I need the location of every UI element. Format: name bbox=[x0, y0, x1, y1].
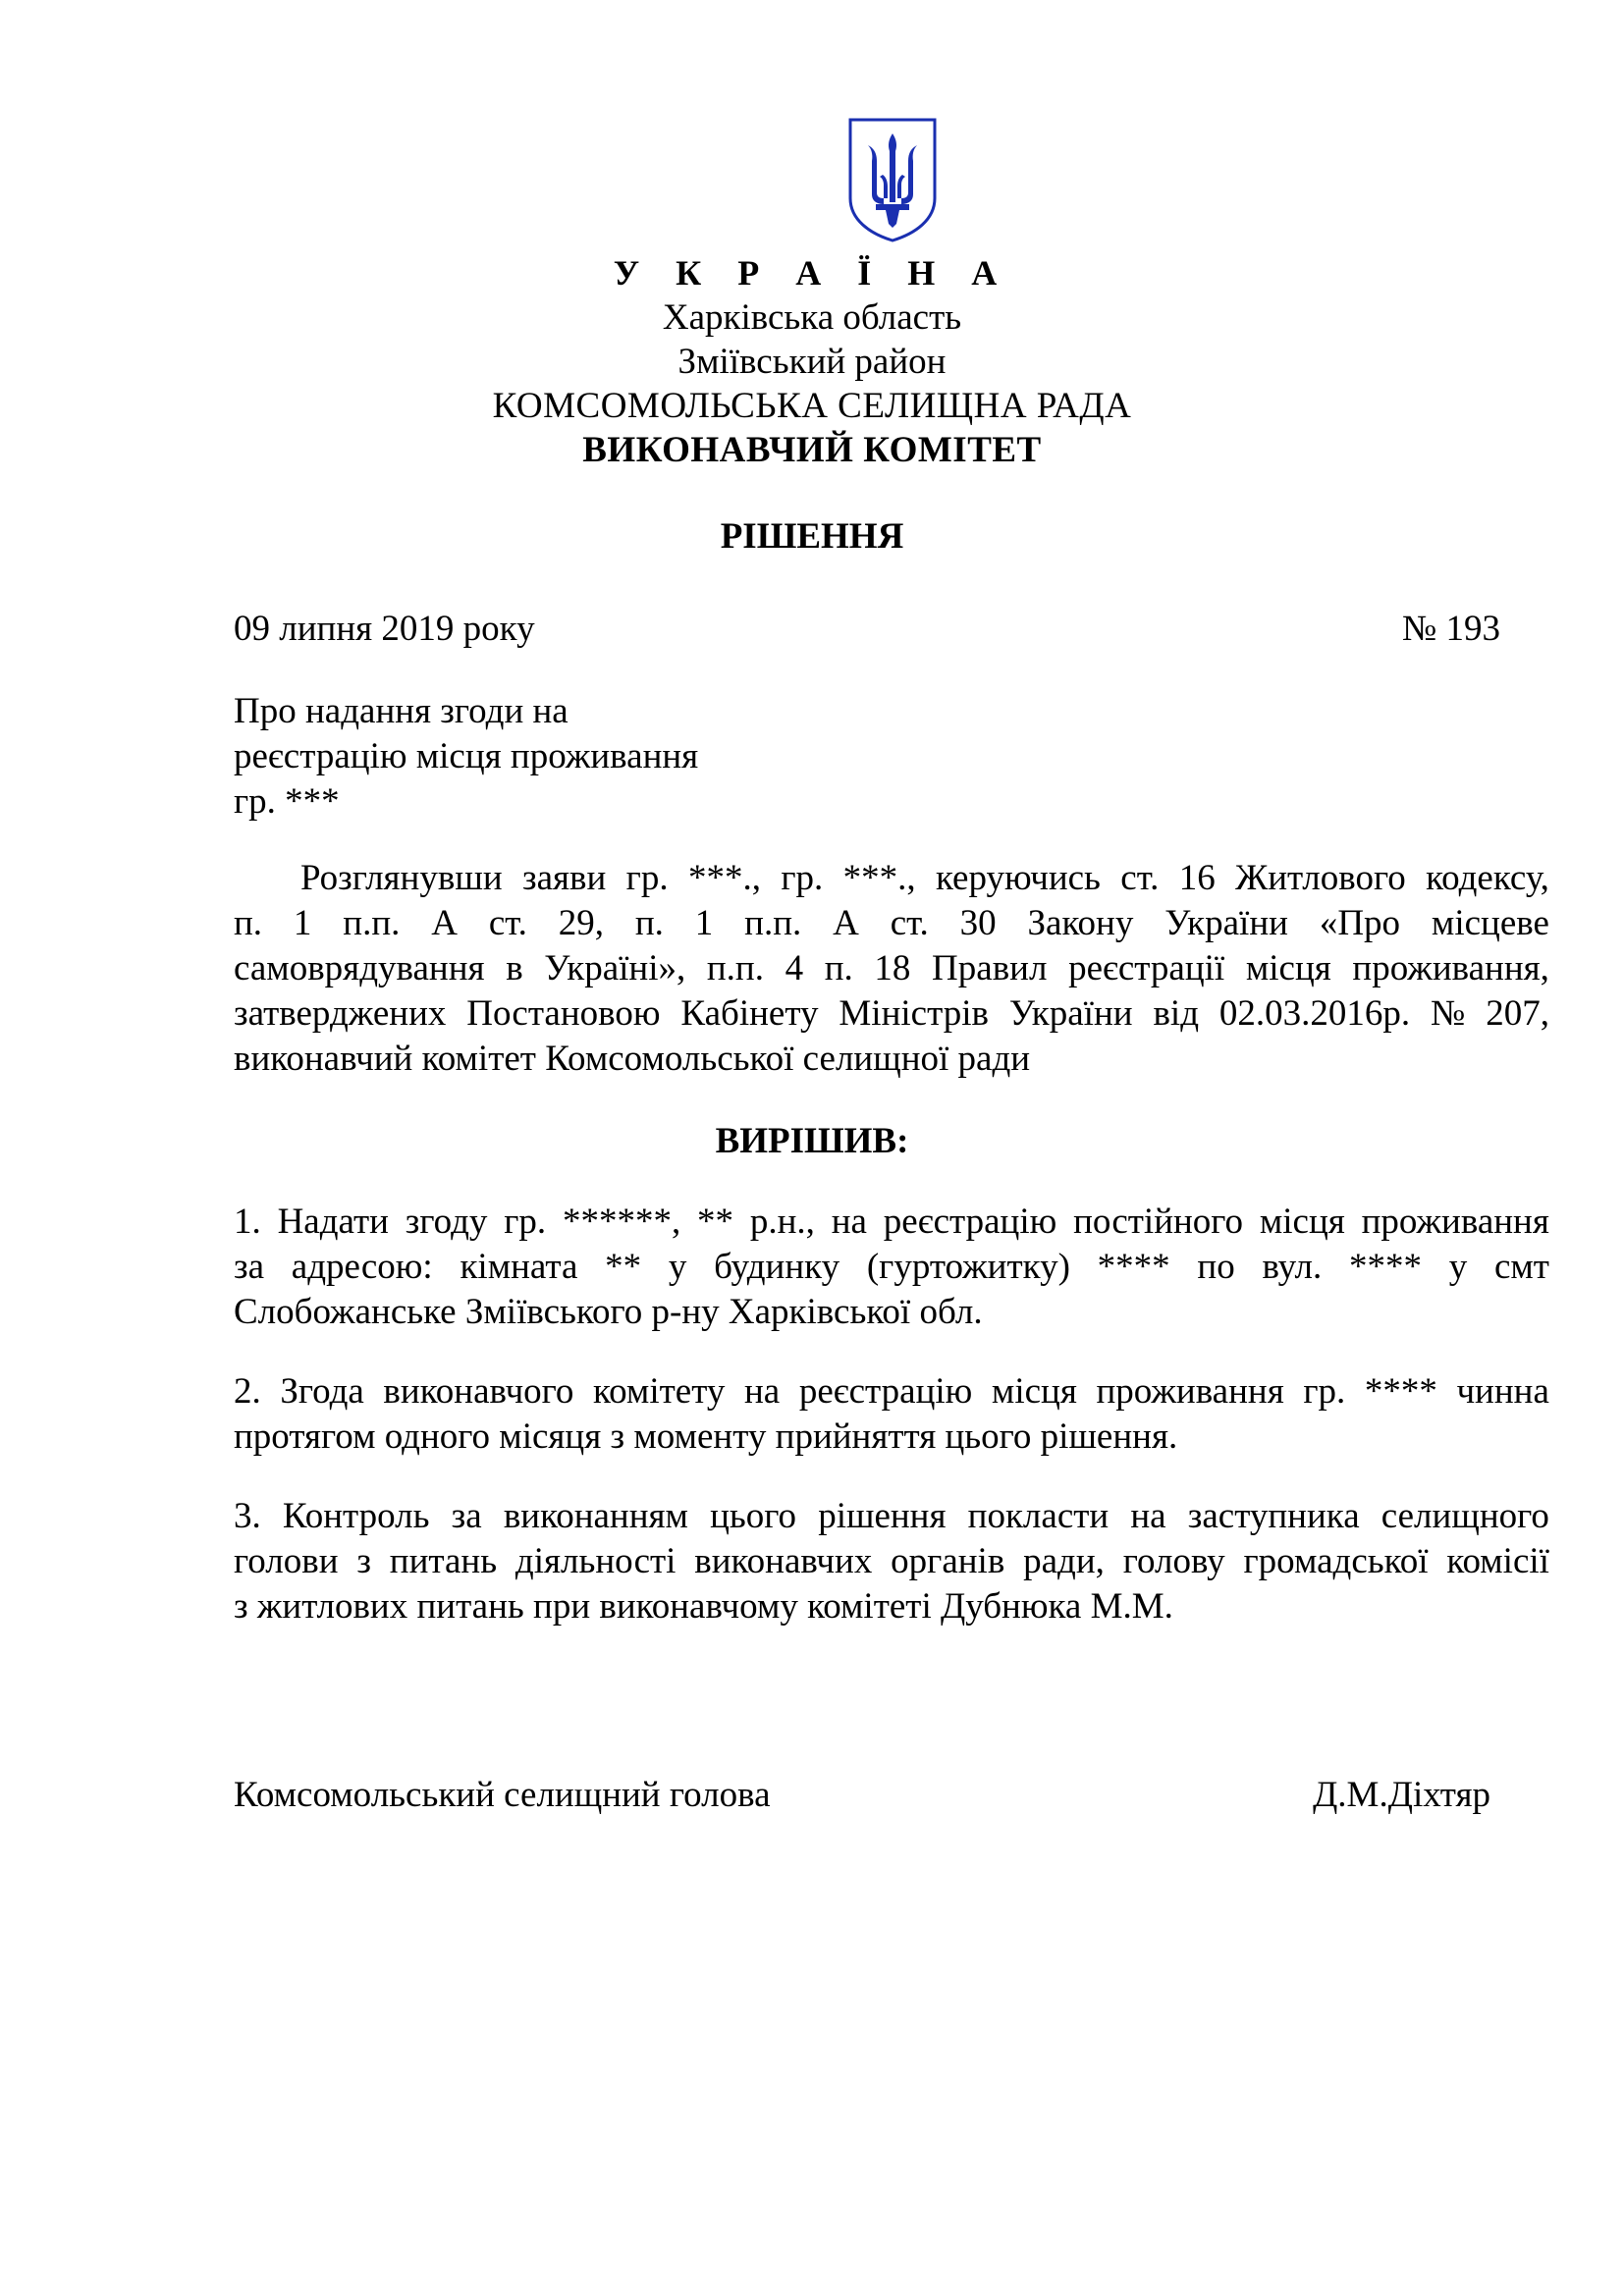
word: виконанням bbox=[503, 1496, 688, 1536]
word: будинку bbox=[714, 1247, 840, 1287]
word: реєстрації bbox=[1068, 948, 1225, 988]
subject-line: Про надання згоди на bbox=[234, 691, 568, 731]
word: гр. bbox=[504, 1201, 547, 1242]
country-name: У К Р А Ї Н А bbox=[613, 253, 1011, 293]
word: органів bbox=[891, 1541, 1005, 1581]
word: комітету bbox=[593, 1371, 726, 1412]
word: заяви bbox=[521, 858, 607, 898]
word: ст. bbox=[890, 903, 929, 943]
word: А bbox=[833, 903, 859, 943]
preamble-line bbox=[234, 856, 1549, 901]
word: керуючись bbox=[935, 858, 1101, 898]
word: селищного bbox=[1380, 1496, 1549, 1536]
document-header bbox=[0, 251, 1624, 472]
signatory-name: Д.М.Діхтяр bbox=[1313, 1775, 1490, 1815]
word: 1. bbox=[234, 1201, 261, 1242]
word: голову bbox=[1122, 1541, 1225, 1581]
word: покласти bbox=[967, 1496, 1110, 1536]
word: п.п. bbox=[343, 903, 401, 943]
word: затверджених bbox=[234, 993, 447, 1034]
word: за bbox=[234, 1247, 265, 1287]
subject-line: гр. *** bbox=[234, 781, 340, 822]
word: ст. bbox=[488, 903, 527, 943]
word: згоду bbox=[405, 1201, 488, 1242]
committee-name: ВИКОНАВЧИЙ КОМІТЕТ bbox=[582, 430, 1042, 470]
word: ******, bbox=[562, 1201, 681, 1242]
word: Кабінету bbox=[680, 993, 819, 1034]
word: ***., bbox=[687, 858, 761, 898]
word: Закону bbox=[1027, 903, 1134, 943]
word: діяльності bbox=[514, 1541, 677, 1581]
word: комісії bbox=[1446, 1541, 1549, 1581]
word: п.п. bbox=[744, 903, 802, 943]
word: р.н., bbox=[749, 1201, 815, 1242]
word: 1 bbox=[293, 903, 312, 943]
document-type-title: РІШЕННЯ bbox=[720, 516, 904, 557]
word: гр. bbox=[625, 858, 669, 898]
word: виконавчого bbox=[383, 1371, 574, 1412]
word: **** bbox=[1348, 1247, 1422, 1287]
document-date: 09 липня 2019 року bbox=[234, 609, 535, 649]
word: А bbox=[431, 903, 458, 943]
word: п. bbox=[634, 903, 664, 943]
word: у bbox=[1448, 1247, 1468, 1287]
preamble-line bbox=[234, 991, 1549, 1037]
word: 30 bbox=[959, 903, 997, 943]
word: **** bbox=[1364, 1371, 1437, 1412]
word: рішення bbox=[818, 1496, 947, 1536]
word: адресою: bbox=[291, 1247, 433, 1287]
document-subject bbox=[234, 689, 921, 825]
word: у bbox=[668, 1247, 687, 1287]
resolution-item-1 bbox=[234, 1200, 1549, 1335]
word: проживання bbox=[1361, 1201, 1549, 1242]
document-number: № 193 bbox=[1401, 609, 1500, 649]
word: реєстрацію bbox=[883, 1201, 1057, 1242]
word: «Про bbox=[1319, 903, 1401, 943]
word: Згода bbox=[280, 1371, 364, 1412]
resolution-item-2 bbox=[234, 1369, 1549, 1460]
word: п.п. bbox=[706, 948, 764, 988]
word: ст. bbox=[1120, 858, 1160, 898]
word: місця bbox=[1245, 948, 1331, 988]
word: з bbox=[356, 1541, 371, 1581]
word: п. bbox=[824, 948, 853, 988]
preamble-line: виконавчий комітет Комсомольської селищної ради bbox=[234, 1039, 1031, 1079]
word: (гуртожитку) bbox=[866, 1247, 1070, 1287]
word: вул. bbox=[1262, 1247, 1323, 1287]
ukraine-trident-emblem-icon bbox=[846, 116, 939, 243]
word: 2. bbox=[234, 1371, 261, 1412]
signature-block bbox=[234, 1773, 1490, 1818]
word: смт bbox=[1493, 1247, 1549, 1287]
word: місця bbox=[1259, 1201, 1345, 1242]
word: 4 bbox=[785, 948, 804, 988]
word: на bbox=[1130, 1496, 1166, 1536]
word: Постановою bbox=[466, 993, 661, 1034]
word: ** bbox=[697, 1201, 734, 1242]
word: України bbox=[1164, 903, 1288, 943]
word: Контроль bbox=[282, 1496, 430, 1536]
word: 29, bbox=[558, 903, 605, 943]
word: ** bbox=[605, 1247, 642, 1287]
resolved-heading: ВИРІШИВ: bbox=[715, 1121, 909, 1161]
item-line: з житлових питань при виконавчому комітеті Дубнюка М.М. bbox=[234, 1586, 1173, 1627]
word: Правил bbox=[932, 948, 1048, 988]
word: 207, bbox=[1486, 993, 1549, 1034]
word: 18 bbox=[874, 948, 911, 988]
item-line bbox=[234, 1539, 1549, 1584]
word: гр. bbox=[781, 858, 824, 898]
date-number-row bbox=[234, 607, 1500, 652]
word: 16 bbox=[1178, 858, 1216, 898]
resolution-item-3 bbox=[234, 1494, 1549, 1629]
word: Міністрів bbox=[839, 993, 989, 1034]
word: цього bbox=[710, 1496, 797, 1536]
word: самоврядування bbox=[234, 948, 485, 988]
word: України bbox=[1008, 993, 1133, 1034]
signatory-position: Комсомольський селищний голова bbox=[234, 1775, 771, 1815]
word: питань bbox=[389, 1541, 498, 1581]
item-line bbox=[234, 1245, 1549, 1290]
word: гр. bbox=[1303, 1371, 1346, 1412]
word: кодексу, bbox=[1426, 858, 1549, 898]
word: за bbox=[451, 1496, 482, 1536]
word: ***., bbox=[842, 858, 916, 898]
preamble-line bbox=[234, 946, 1549, 991]
word: **** bbox=[1097, 1247, 1170, 1287]
word: проживання bbox=[1096, 1371, 1284, 1412]
word: Надати bbox=[277, 1201, 389, 1242]
item-line: Слобожанське Зміївського р-ну Харківської обл. bbox=[234, 1292, 983, 1332]
word: № bbox=[1431, 993, 1466, 1034]
word: на bbox=[744, 1371, 781, 1412]
subject-line: реєстрацію місця проживання bbox=[234, 736, 699, 776]
word: на bbox=[831, 1201, 867, 1242]
word: від bbox=[1153, 993, 1200, 1034]
word: ради, bbox=[1023, 1541, 1105, 1581]
raion-name: Зміївський район bbox=[677, 342, 947, 382]
preamble-paragraph bbox=[234, 856, 1549, 1082]
word: заступника bbox=[1187, 1496, 1360, 1536]
word: чинна bbox=[1456, 1371, 1549, 1412]
item-line bbox=[234, 1200, 1549, 1245]
preamble-line bbox=[234, 901, 1549, 946]
item-line: протягом одного місяця з моменту прийняття цього рішення. bbox=[234, 1416, 1178, 1457]
word: проживання, bbox=[1352, 948, 1549, 988]
word: Житлового bbox=[1235, 858, 1406, 898]
word: в bbox=[506, 948, 523, 988]
item-line bbox=[234, 1494, 1549, 1539]
word: голови bbox=[234, 1541, 339, 1581]
word: виконавчих bbox=[694, 1541, 873, 1581]
word: 1 bbox=[694, 903, 714, 943]
word: п. bbox=[234, 903, 263, 943]
word: місцеве bbox=[1431, 903, 1549, 943]
word: кімната bbox=[460, 1247, 578, 1287]
word: 3. bbox=[234, 1496, 261, 1536]
oblast-name: Харківська область bbox=[662, 297, 962, 338]
word: місця bbox=[991, 1371, 1077, 1412]
word: Розглянувши bbox=[300, 858, 503, 898]
word: громадської bbox=[1243, 1541, 1429, 1581]
council-name: КОМСОМОЛЬСЬКА СЕЛИЩНА РАДА bbox=[492, 386, 1132, 426]
word: постійного bbox=[1073, 1201, 1244, 1242]
item-line bbox=[234, 1369, 1549, 1415]
word: по bbox=[1197, 1247, 1235, 1287]
word: 02.03.2016р. bbox=[1218, 993, 1411, 1034]
word: реєстрацію bbox=[798, 1371, 973, 1412]
word: Україні», bbox=[544, 948, 686, 988]
